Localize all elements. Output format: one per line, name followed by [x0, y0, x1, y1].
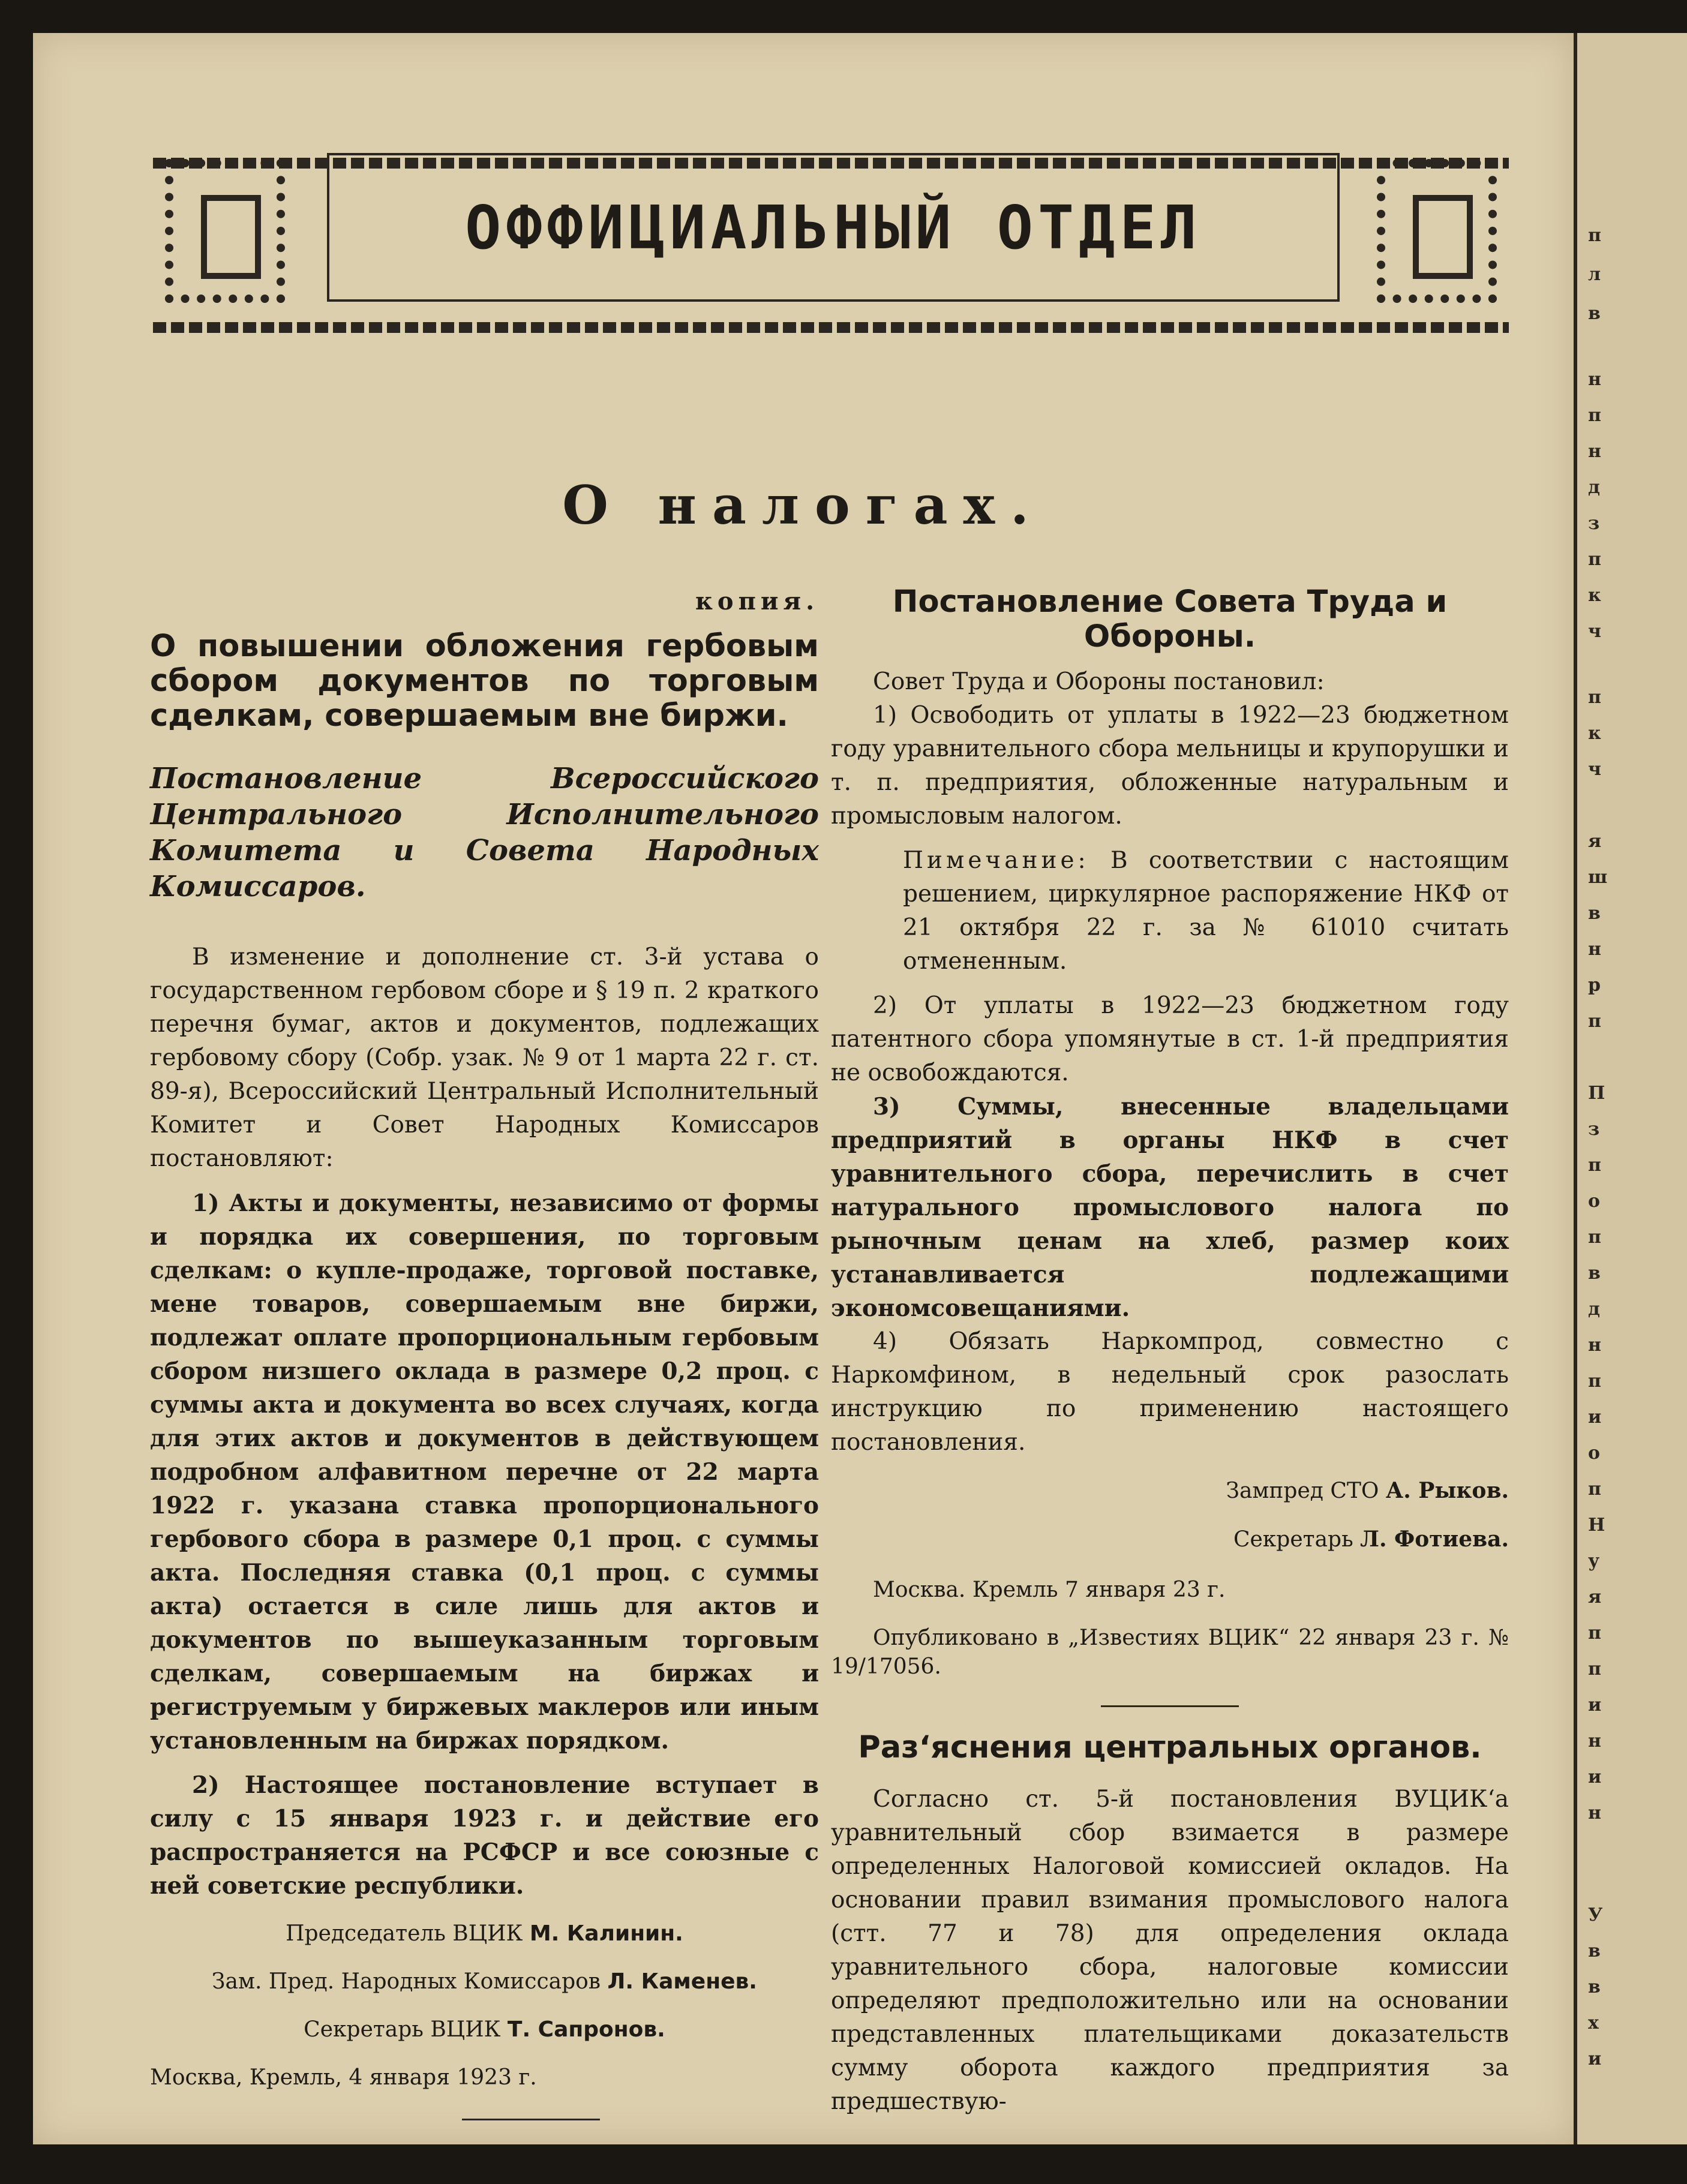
- right-intro: Совет Труда и Обороны постановил:: [873, 668, 1325, 695]
- signature: Секретарь Л. Фотиева.: [1233, 1527, 1509, 1552]
- adjacent-page-letter: к: [1588, 585, 1601, 606]
- adjacent-page-letter: н: [1588, 939, 1601, 960]
- bottom-dotted-rule: [153, 322, 1509, 333]
- adjacent-page-letter: п: [1588, 687, 1601, 708]
- adjacent-page-letter: п: [1588, 1371, 1601, 1392]
- adjacent-page-letter: п: [1588, 1623, 1601, 1644]
- note: Пимечание: В соответствии с настоящим решением, циркулярное распоряжение НКФ от 21 октября 22 г. за № 61010 считать отмененным.: [903, 847, 1509, 975]
- adjacent-page-letter: п: [1588, 1011, 1601, 1032]
- right-paragraph: 2) От уплаты в 1922—23 бюджетном году патентного сбора упомянутые в ст. 1-й предприятия не освобождаются.: [831, 992, 1509, 1086]
- right-heading: Постановление Совета Труда и Обороны.: [892, 584, 1448, 654]
- adjacent-page-letter: х: [1588, 2012, 1599, 2033]
- left-ornament-icon: [165, 159, 285, 303]
- left-paragraph: В изменение и дополнение ст. 3-й устава о государственном гербовом сборе и § 19 п. 2 краткого перечня бумаг, актов и документов, подлежащих гербовому сбору (Собр. узак. № 9 от 1 марта 22 г. ст. 89-я), Всероссийский Центральный Исполнительный Комитет и Совет Народных Комиссаров постановляют:: [150, 944, 819, 1172]
- adjacent-page-letter: Н: [1588, 1515, 1605, 1536]
- adjacent-page-letter: п: [1588, 225, 1601, 246]
- adjacent-page-letter: н: [1588, 1731, 1601, 1752]
- right-paragraph: 4) Обязать Наркомпрод, совместно с Наркомфином, в недельный срок разослать инструкцию по применению настоящего постановления.: [831, 1328, 1509, 1456]
- adjacent-page-letter: в: [1588, 303, 1601, 324]
- adjacent-page-edge: [1574, 33, 1687, 2144]
- right-paragraph: 1) Освободить от уплаты в 1922—23 бюджетном году уравнительного сбора мельницы и крупорушки и т. п. предприятия, обложенные натуральным и промысловым налогом.: [831, 702, 1509, 830]
- right-ornament-icon: [1377, 159, 1497, 303]
- adjacent-page-letter: п: [1588, 405, 1601, 426]
- header-band: [153, 123, 1509, 339]
- page-sheet: [33, 33, 1574, 2144]
- signature: Зам. Пред. Народных Комиссаров Л. Каменев.: [212, 1969, 757, 1994]
- left-column: [150, 585, 819, 2144]
- adjacent-page-letter: н: [1588, 1803, 1601, 1823]
- adjacent-page-letter: в: [1588, 1976, 1601, 1997]
- right-column: [831, 585, 1509, 2119]
- header-frame: [327, 153, 1340, 302]
- page-title: О налогах.: [562, 474, 1044, 536]
- adjacent-page-letter: в: [1588, 1263, 1601, 1284]
- right-paragraph: 3) Суммы, внесенные владельцами предприятий в органы НКФ в счет уравнительного сбора, перечислить в счет натурального промыслового налога по рыночным ценам на хлеб, размер коих устанавливается подлежащими экономсовещаниями.: [831, 1093, 1509, 1322]
- adjacent-page-letter: я: [1588, 831, 1602, 852]
- signature: Зампред СТО А. Рыков.: [1226, 1478, 1509, 1503]
- adjacent-page-letter: ч: [1588, 759, 1601, 780]
- signature: Секретарь ВЦИК Т. Сапронов.: [304, 2017, 665, 2042]
- adjacent-page-letter: д: [1588, 477, 1600, 498]
- adjacent-page-letter: и: [1588, 1695, 1602, 1716]
- adjacent-page-letter: ш: [1588, 867, 1608, 888]
- adjacent-page-letter: л: [1588, 264, 1601, 285]
- adjacent-page-letter: я: [1588, 1587, 1602, 1608]
- copy-label: копия.: [695, 587, 819, 615]
- adjacent-page-letter: п: [1588, 1659, 1601, 1680]
- right-paragraph: Согласно ст. 5-й постановления ВУЦИК‘а уравнительный сбор взимается в размере определенных Налоговой комиссией окладов. На основании правил взимания промыслового налога (стт. 77 и 78) для определения оклада уравнительного сбора, налоговые комиссии определяют предположительно или на основании представленных плательщиками доказательств сумму оборота каждого предприятия за предшествую-: [831, 1786, 1509, 2115]
- adjacent-page-letter: и: [1588, 1767, 1602, 1788]
- adjacent-page-letter: н: [1588, 369, 1601, 390]
- section-title: ОФФИЦИАЛЬНЫЙ ОТДЕЛ: [465, 192, 1202, 263]
- adjacent-page-letter: и: [1588, 2048, 1602, 2069]
- adjacent-page-letter: р: [1588, 975, 1601, 996]
- adjacent-page-letter: д: [1588, 1299, 1600, 1320]
- place-date: Москва. Кремль 7 января 23 г.: [873, 1578, 1226, 1602]
- adjacent-page-letter: У: [1588, 1904, 1603, 1925]
- divider: [1101, 1705, 1239, 1707]
- adjacent-page-letter: в: [1588, 903, 1601, 924]
- signature: Председатель ВЦИК М. Калинин.: [286, 1921, 683, 1946]
- divider: [462, 2119, 600, 2120]
- adjacent-page-letter: о: [1588, 1443, 1601, 1464]
- left-heading: О повышении обложения гербовым сбором документов по торговым сделкам, совершаемым вне биржи.: [150, 629, 819, 734]
- adjacent-page-letter: з: [1588, 1119, 1600, 1140]
- adjacent-page-letter: п: [1588, 549, 1601, 570]
- adjacent-page-letter: и: [1588, 1407, 1602, 1428]
- adjacent-page-letter: ч: [1588, 621, 1601, 642]
- adjacent-page-letter: з: [1588, 513, 1600, 534]
- left-paragraph: 2) Настоящее постановление вступает в силу с 15 января 1923 г. и действие его распространяется на РСФСР и все союзные с ней советские республики.: [150, 1771, 819, 1900]
- adjacent-page-letter: п: [1588, 1479, 1601, 1500]
- adjacent-page-letter: п: [1588, 1155, 1601, 1176]
- adjacent-page-letter: о: [1588, 1191, 1601, 1212]
- adjacent-page-letter: П: [1588, 1083, 1605, 1104]
- left-paragraph: 1) Акты и документы, независимо от формы и порядка их совершения, по торговым сделкам: о купле-продаже, торговой поставке, мене товаров, совершаемым вне биржи, подлежат оплате пропорциональным гербовым сбором низшего оклада в размере 0,2 проц. с суммы акта и документа во всех случаях, когда для этих актов и документов в действующем подробном алфавитном перечне от 22 марта 1922 г. указана ставка пропорционального гербового сбора в размере 0,1 проц. с суммы акта. Последняя ставка (0,1 проц. с суммы акта) остается в силе лишь для актов и документов по вышеуказанным торговым сделкам, совершаемым на биржах и региструемым у биржевых маклеров или иным установленным на биржах порядком.: [150, 1189, 819, 1755]
- adjacent-page-letter: в: [1588, 1940, 1601, 1961]
- adjacent-page-letter: п: [1588, 1227, 1601, 1248]
- left-subheading: Постановление Всероссийского Центрального Исполнительного Комитета и Совета Народных Комиссаров.: [150, 762, 819, 903]
- adjacent-page-letter: у: [1588, 1551, 1600, 1572]
- section-heading: Раз‘яснения центральных органов.: [858, 1730, 1482, 1765]
- adjacent-page-letter: н: [1588, 1335, 1601, 1356]
- place-date: Москва, Кремль, 4 января 1923 г.: [150, 2065, 537, 2090]
- adjacent-page-letter: к: [1588, 723, 1601, 744]
- adjacent-page-letter: н: [1588, 441, 1601, 462]
- publication-note: Опубликовано в „Известиях ВЦИК“ 22 января 23 г. № 19/17056.: [831, 1626, 1509, 1679]
